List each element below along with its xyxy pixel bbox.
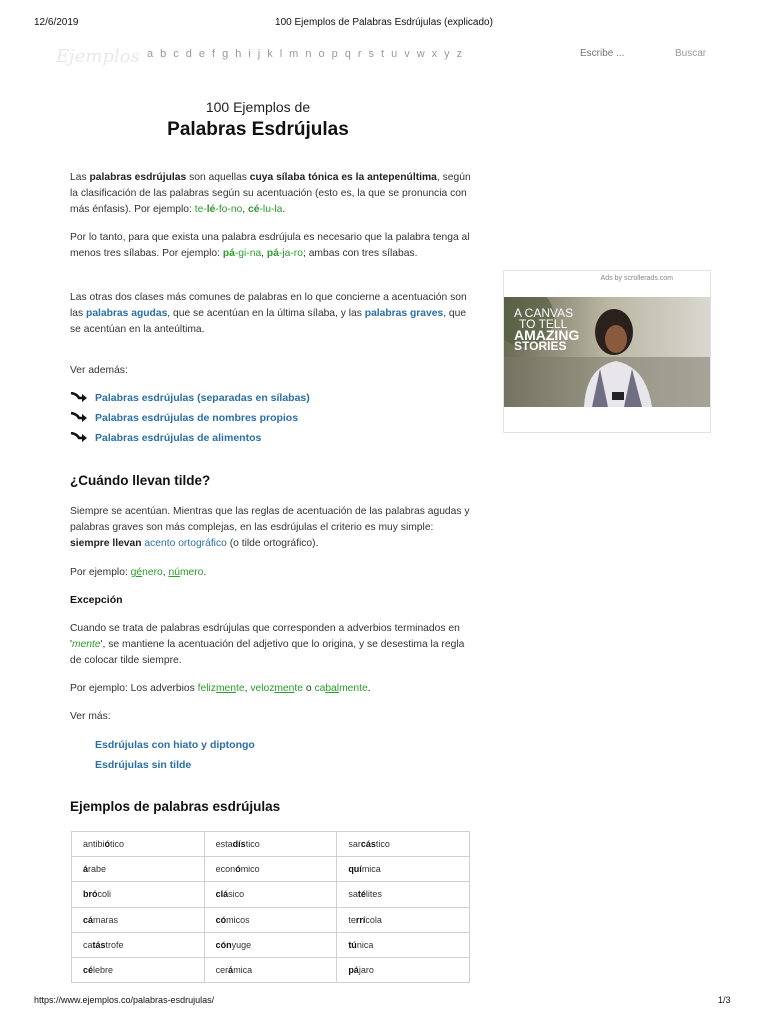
alphabet-letter-a[interactable]: a	[147, 48, 154, 60]
link-hiato-diptongo[interactable]: Esdrújulas con hiato y diptongo	[95, 739, 255, 751]
table-row	[72, 957, 470, 982]
table-cell: brócoli	[72, 882, 205, 907]
alphabet-letter-h[interactable]: h	[235, 48, 242, 60]
alphabet-letter-g[interactable]: g	[222, 48, 229, 60]
alphabet-letter-i[interactable]: i	[248, 48, 251, 60]
table-cell: túnica	[337, 932, 470, 957]
table-cell: célebre	[72, 957, 205, 982]
print-title: 100 Ejemplos de Palabras Esdrújulas (explicado)	[275, 17, 493, 28]
alphabet-letter-j[interactable]: j	[257, 48, 261, 60]
table-cell: sarcástico	[337, 832, 470, 857]
alphabet-letter-p[interactable]: p	[331, 48, 338, 60]
table-row	[72, 857, 470, 882]
intro-paragraph-3: Las otras dos clases más comunes de palabras en lo que concierne a acentuación son las palabras agudas, que se acentúan en la última sílaba, y las palabras graves, que se acentúan en la anteúltima.	[70, 292, 467, 335]
link-sin-tilde[interactable]: Esdrújulas sin tilde	[95, 759, 192, 771]
alphabet-letter-z[interactable]: z	[456, 48, 463, 60]
alphabet-letter-q[interactable]: q	[344, 48, 351, 60]
see-also-label: Ver además:	[70, 365, 128, 376]
curved-arrow-icon	[70, 412, 88, 424]
ad-image[interactable]	[504, 297, 710, 407]
alphabet-letter-v[interactable]: v	[404, 48, 410, 60]
alphabet-letter-n[interactable]: n	[305, 48, 312, 60]
section-heading-examples: Ejemplos de palabras esdrújulas	[70, 799, 281, 814]
alphabet-letter-u[interactable]: u	[391, 48, 398, 60]
site-logo[interactable]: Ejemplos	[56, 46, 140, 67]
page-title-line2: Palabras Esdrújulas	[167, 119, 349, 140]
alphabet-letter-e[interactable]: e	[198, 48, 205, 60]
alphabet-letter-t[interactable]: t	[381, 48, 385, 60]
exception-heading: Excepción	[70, 594, 123, 606]
tilde-paragraph-3: Cuando se trata de palabras esdrújulas que corresponden a adverbios terminados en 'mente', se mantiene la acentuación del adjetivo que lo origina, y se desestima la regla de colocar tilde siempre.	[70, 623, 465, 666]
tilde-paragraph-1: Siempre se acentúan. Mientras que las reglas de acentuación de las palabras agudas y palabras graves son más complejas, en las esdrújulas el criterio es muy simple: siempre llevan acento ortográfico (o tilde ortográfico).	[70, 506, 470, 549]
alphabet-letter-k[interactable]: k	[267, 48, 273, 60]
alphabet-letter-y[interactable]: y	[444, 48, 450, 60]
see-also-item-1[interactable]: Palabras esdrújulas (separadas en sílabas)	[70, 392, 310, 404]
table-cell: terrícola	[337, 907, 470, 932]
table-cell: satélites	[337, 882, 470, 907]
curved-arrow-icon	[70, 392, 88, 404]
link-palabras-graves[interactable]: palabras graves	[364, 308, 444, 319]
alphabet-letter-s[interactable]: s	[368, 48, 375, 60]
alphabet-letter-c[interactable]: c	[173, 48, 179, 60]
table-row	[72, 907, 470, 932]
table-row	[72, 882, 470, 907]
see-also-item-2[interactable]: Palabras esdrújulas de nombres propios	[70, 412, 298, 424]
intro-paragraph-2: Por lo tanto, para que exista una palabra esdrújula es necesario que la palabra tenga al menos tres sílabas. Por ejemplo: pá-gi-na, pá-ja-ro; ambas con tres sílabas.	[70, 232, 470, 259]
search-input[interactable]	[580, 48, 660, 59]
page-title-line1: 100 Ejemplos de	[205, 99, 311, 115]
curved-arrow-icon	[70, 432, 88, 444]
ad-headline: A CANVAS TO TELL AMAZING STORIES	[514, 306, 580, 353]
table-cell: química	[337, 857, 470, 882]
table-cell: pájaro	[337, 957, 470, 982]
examples-table	[71, 831, 470, 983]
alphabet-index	[147, 48, 469, 60]
alphabet-letter-r[interactable]: r	[357, 48, 362, 60]
table-cell: económico	[204, 857, 337, 882]
table-cell: estadístico	[204, 832, 337, 857]
top-nav	[0, 44, 768, 67]
table-cell: cerámica	[204, 957, 337, 982]
table-cell: clásico	[204, 882, 337, 907]
table-cell: cómicos	[204, 907, 337, 932]
section-heading-tilde: ¿Cuándo llevan tilde?	[70, 473, 211, 488]
alphabet-letter-m[interactable]: m	[289, 48, 299, 60]
tilde-paragraph-4: Por ejemplo: Los adverbios felizmente, velozmente o cabalmente.	[70, 683, 371, 694]
table-cell: antibiótico	[72, 832, 205, 857]
alphabet-letter-d[interactable]: d	[185, 48, 192, 60]
alphabet-letter-l[interactable]: l	[279, 48, 283, 60]
alphabet-letter-o[interactable]: o	[318, 48, 325, 60]
link-acento-ortografico[interactable]: acento ortográfico	[144, 538, 227, 549]
table-cell: árabe	[72, 857, 205, 882]
link-palabras-agudas[interactable]: palabras agudas	[86, 308, 168, 319]
table-row	[72, 932, 470, 957]
alphabet-letter-w[interactable]: w	[416, 48, 425, 60]
alphabet-letter-x[interactable]: x	[431, 48, 438, 60]
ad-label: Ads by scrollerads.com	[600, 275, 673, 282]
see-more-label: Ver más:	[70, 711, 111, 722]
table-cell: cámaras	[72, 907, 205, 932]
table-cell: catástrofe	[72, 932, 205, 957]
print-page-number: 1/3	[718, 995, 731, 1005]
see-also-item-3[interactable]: Palabras esdrújulas de alimentos	[70, 432, 261, 444]
table-row	[72, 832, 470, 857]
ad-box[interactable]	[503, 270, 711, 433]
table-cell: cónyuge	[204, 932, 337, 957]
tilde-paragraph-2: Por ejemplo: género, número.	[70, 567, 207, 578]
intro-paragraph-1: Las palabras esdrújulas son aquellas cuya sílaba tónica es la antepenúltima, según la clasificación de las palabras según su acentuación (esto es, la que se pronuncia con más énfasis). Por ejemplo: te-lé-fo-no, cé-lu-la.	[70, 172, 471, 215]
search-button[interactable]: Buscar	[675, 48, 707, 59]
alphabet-letter-b[interactable]: b	[160, 48, 167, 60]
print-date: 12/6/2019	[34, 17, 79, 28]
alphabet-letter-f[interactable]: f	[212, 48, 216, 60]
print-footer-url: https://www.ejemplos.co/palabras-esdrujulas/	[34, 995, 215, 1005]
